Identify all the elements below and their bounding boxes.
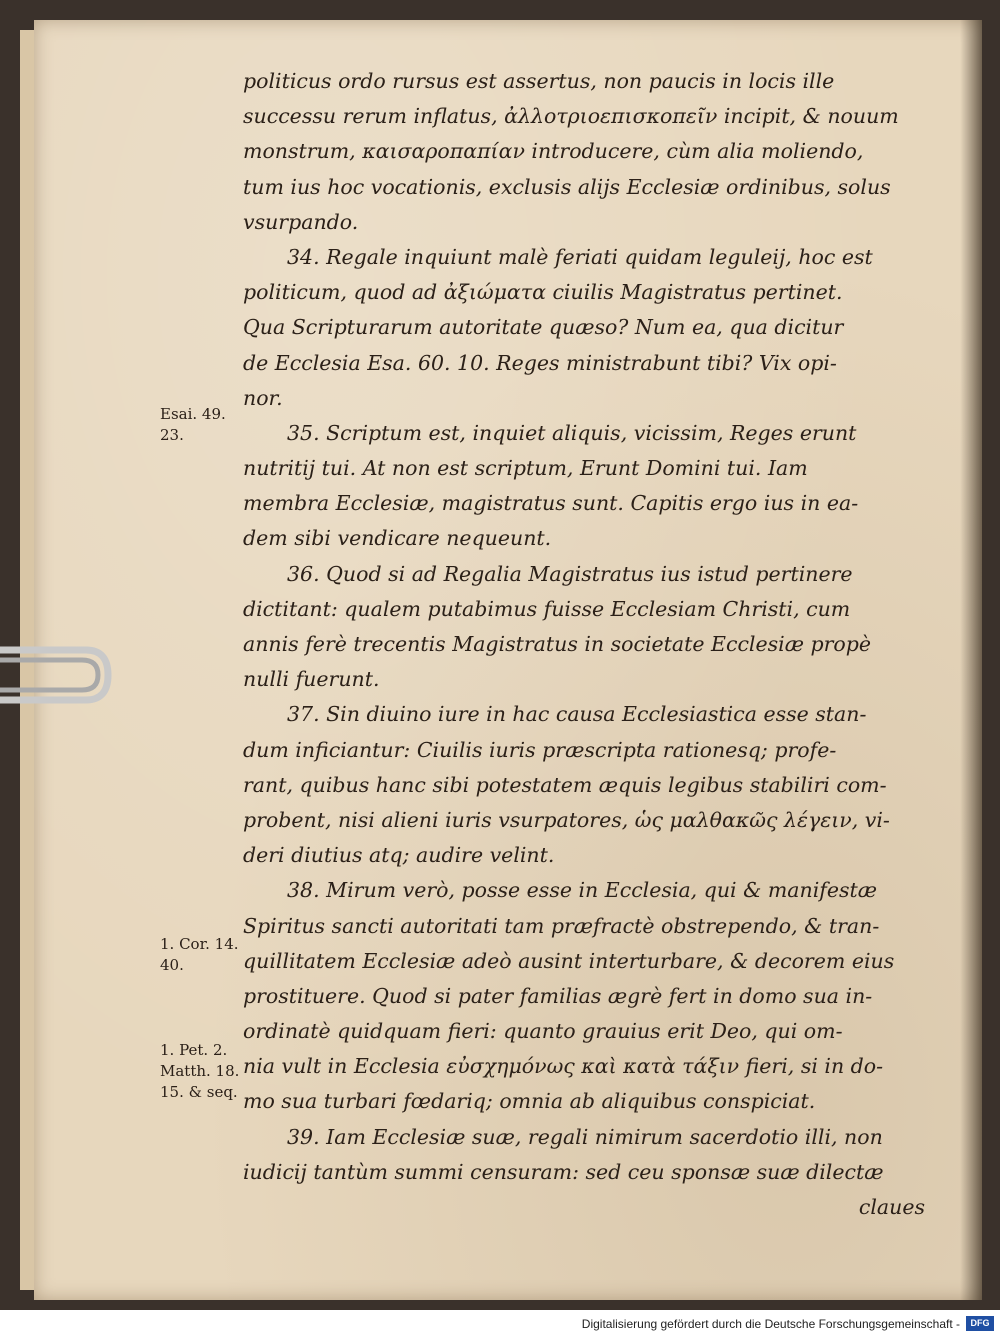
footer-bar <box>0 1310 1000 1338</box>
text-line: ordinatè quidquam fieri: quanto grauius erit Deo, qui om- <box>243 1019 843 1044</box>
text-line: iudicij tantùm summi censuram: sed ceu sponsæ suæ dilectæ <box>243 1159 884 1184</box>
margin-note-line: 40. <box>160 956 184 974</box>
text-line: tum ius hoc vocationis, exclusis alijs Ecclesiæ ordinibus, solus <box>243 174 891 199</box>
funding-credit: Digitalisierung gefördert durch die Deutsche Forschungsgemeinschaft - <box>581 1317 960 1331</box>
text-line: nutritij tui. At non est scriptum, Erunt Domini tui. Iam <box>243 456 808 481</box>
text-line: Qua Scripturarum autoritate quæso? Num ea, qua dicitur <box>243 315 844 340</box>
text-line: dem sibi vendicare nequeunt. <box>243 526 552 551</box>
paragraph-36-start: 36. Quod si ad Regalia Magistratus ius istud pertinere <box>287 561 853 586</box>
paragraph-38-start: 38. Mirum verò, posse esse in Ecclesia, qui & manifestæ <box>287 878 878 903</box>
text-line: nia vult in Ecclesia εὐσχημόνως καὶ κατὰ τάξιν fieri, si in do- <box>243 1054 884 1079</box>
paragraph-35-start: 35. Scriptum est, inquiet aliquis, vicissim, Reges erunt <box>287 420 857 445</box>
paragraph-34-start: 34. Regale inquiunt malè feriati quidam leguleij, hoc est <box>287 244 873 269</box>
text-line: probent, nisi alieni iuris vsurpatores, ὡς μαλθακῶς λέγειν, vi- <box>243 807 890 832</box>
catchword: claues <box>858 1195 925 1219</box>
text-line: deri diutius atq; audire velint. <box>243 843 555 868</box>
text-line: nulli fuerunt. <box>243 667 380 692</box>
text-line: politicus ordo rursus est assertus, non paucis in locis ille <box>243 69 835 93</box>
margin-note-line: 1. Pet. 2. <box>160 1041 228 1059</box>
paragraph-39-start: 39. Iam Ecclesiæ suæ, regali nimirum sacerdotio illi, non <box>287 1124 883 1149</box>
text-line: prostituere. Quod si pater familias ægrè fert in domo sua in- <box>243 983 873 1008</box>
text-line: dictitant: qualem putabimus fuisse Ecclesiam Christi, cum <box>243 596 851 621</box>
text-line: monstrum, καισαροπαπίαν introducere, cùm alia moliendo, <box>243 139 864 164</box>
text-line: rant, quibus hanc sibi potestatem æquis legibus stabiliri com- <box>243 772 887 797</box>
margin-note-line: Esai. 49. <box>160 405 226 423</box>
text-line: successu rerum inflatus, ἀλλοτριοεπισκοπεῖν incipit, & nouum <box>243 104 899 129</box>
margin-note-line: 23. <box>160 426 184 444</box>
margin-note-pet-matth <box>160 1040 260 1103</box>
text-line: nor. <box>243 385 283 410</box>
text-line: annis ferè trecentis Magistratus in societate Ecclesiæ propè <box>243 632 872 656</box>
gutter-shadow <box>960 20 982 1300</box>
dfg-logo: DFG <box>966 1316 994 1331</box>
margin-note-line: Matth. 18. <box>160 1062 240 1080</box>
text-line: Spiritus sancti autoritati tam præfractè obstrependo, & tran- <box>243 913 880 938</box>
paragraph-37-start: 37. Sin diuino iure in hac causa Ecclesiastica esse stan- <box>287 702 867 727</box>
text-line: de Ecclesia Esa. 60. 10. Reges ministrabunt tibi? Vix opi- <box>243 350 837 375</box>
text-line: vsurpando. <box>243 209 359 234</box>
paper-clip-icon <box>0 636 120 714</box>
margin-note-esai <box>160 404 260 446</box>
text-line: quillitatem Ecclesiæ adeò ausint interturbare, & decorem eius <box>243 948 895 973</box>
text-line: dum inficiantur: Ciuilis iuris præscripta rationesq; profe- <box>243 737 837 762</box>
body-text <box>243 64 925 1225</box>
text-line: mo sua turbari fœdariq; omnia ab aliquibus conspiciat. <box>243 1089 816 1114</box>
margin-note-line: 15. & seq. <box>160 1083 238 1101</box>
text-line: politicum, quod ad ἀξιώματα ciuilis Magistratus pertinet. <box>243 280 843 305</box>
margin-note-line: 1. Cor. 14. <box>160 935 239 953</box>
text-line: membra Ecclesiæ, magistratus sunt. Capitis ergo ius in ea- <box>243 491 859 516</box>
margin-note-cor <box>160 934 260 976</box>
